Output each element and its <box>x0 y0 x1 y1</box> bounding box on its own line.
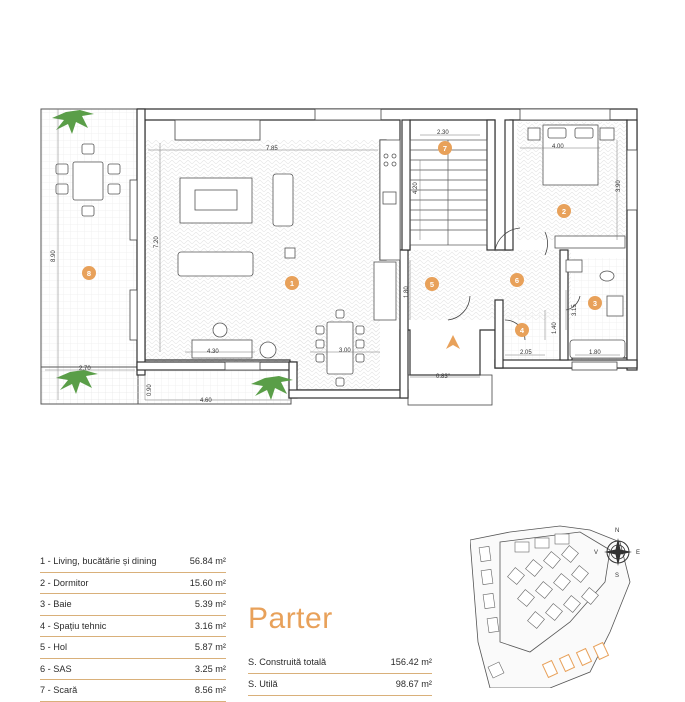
room-number-3: 3 <box>592 299 598 308</box>
stats-label: S. Construită totală <box>248 657 327 667</box>
legend-row <box>40 616 226 638</box>
dim-720: 7.20 <box>154 236 160 248</box>
stairs <box>410 140 487 245</box>
compass-n: N <box>615 528 620 534</box>
stats-label: S. Utilă <box>248 679 278 689</box>
dim-400: 4.00 <box>552 144 564 150</box>
dim-140: 1.40 <box>552 322 558 334</box>
stats-row <box>248 652 432 674</box>
floor-title: Parter <box>248 602 333 635</box>
legend-value: 56.84 m² <box>189 556 226 566</box>
room-number-4: 4 <box>519 326 525 335</box>
room-number-6: 6 <box>514 276 520 285</box>
legend-value: 15.60 m² <box>189 577 226 588</box>
legend-label: 4 - Spațiu tehnic <box>40 620 107 631</box>
dim-460: 4.60 <box>200 398 212 404</box>
compass-e: E <box>636 550 641 556</box>
stats-row <box>248 674 432 696</box>
legend-label: 6 - SAS <box>40 663 72 674</box>
legend-value: 3.25 m² <box>194 663 226 674</box>
room-number-8: 8 <box>86 269 92 278</box>
room-number-2: 2 <box>561 207 567 216</box>
room-legend <box>40 551 226 702</box>
dim-430: 4.30 <box>207 349 219 355</box>
room-number-1: 1 <box>289 279 295 288</box>
stats-value: 156.42 m² <box>390 657 432 667</box>
dim-390: 3.90 <box>616 180 622 192</box>
area-stats <box>248 652 432 696</box>
legend-row <box>40 551 226 573</box>
legend-row <box>40 637 226 659</box>
legend-label: 2 - Dormitor <box>40 577 89 588</box>
site-map <box>470 522 685 688</box>
dim-083: 0.83" <box>436 374 450 380</box>
dim-230: 2.30 <box>437 130 449 136</box>
legend-label: 3 - Baie <box>40 599 72 609</box>
room-number-5: 5 <box>429 280 435 289</box>
dim-205: 2.05 <box>520 350 532 356</box>
dim-180a: 1.80 <box>404 286 410 298</box>
legend-label: 7 - Scară <box>40 685 78 695</box>
dim-890: 8.90 <box>51 250 57 262</box>
dim-315: 3.15 <box>572 304 578 316</box>
legend-row <box>40 659 226 681</box>
dim-180b: 1.80 <box>589 350 601 356</box>
legend-row <box>40 680 226 702</box>
legend-value: 3.16 m² <box>194 620 226 631</box>
stats-value: 98.67 m² <box>395 679 432 689</box>
legend-row <box>40 594 226 616</box>
entrance-arrow-icon <box>446 335 460 349</box>
legend-label: 5 - Hol <box>40 642 68 652</box>
compass-v: V <box>594 550 599 556</box>
legend-row <box>40 573 226 595</box>
dim-090: 0.90 <box>147 384 153 396</box>
dim-420: 4.20 <box>413 182 419 194</box>
legend-value: 5.39 m² <box>194 599 226 609</box>
legend-value: 8.56 m² <box>194 685 226 695</box>
room-number-7: 7 <box>442 144 448 153</box>
dim-300: 3.00 <box>339 348 351 354</box>
compass-s: S <box>615 573 620 579</box>
legend-label: 1 - Living, bucătărie și dining <box>40 556 157 566</box>
dim-785: 7.85 <box>266 146 278 152</box>
legend-value: 5.87 m² <box>194 642 226 652</box>
dim-270: 2.70 <box>79 366 91 372</box>
hall-floor <box>396 250 571 320</box>
